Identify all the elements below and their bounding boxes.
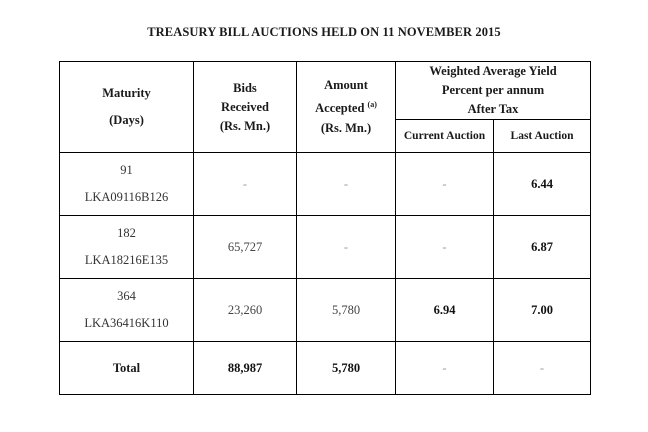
bids-header-line2: Received <box>221 99 269 114</box>
maturity-header-line1: Maturity <box>102 86 151 100</box>
maturity-cell <box>60 153 194 216</box>
total-row <box>60 342 591 395</box>
total-label: Total <box>60 342 194 395</box>
bill-code: LKA18216E135 <box>84 253 169 267</box>
bids-header-line3: (Rs. Mn.) <box>219 118 271 133</box>
last-yield-cell: 6.44 <box>494 153 591 216</box>
page-title: TREASURY BILL AUCTIONS HELD ON 11 NOVEMBER 2015 <box>147 25 501 39</box>
maturity-days: 364 <box>117 289 136 303</box>
last-auction-header: Last Auction <box>494 120 591 153</box>
maturity-cell <box>60 216 194 279</box>
last-yield-cell: 7.00 <box>494 279 591 342</box>
bids-header <box>194 62 297 153</box>
accepted-cell: - <box>297 216 396 279</box>
current-yield-cell: 6.94 <box>396 279 494 342</box>
yield-header-line1: Weighted Average Yield <box>429 64 557 78</box>
bids-cell: - <box>194 153 297 216</box>
bids-cell: 23,260 <box>194 279 297 342</box>
amount-header-line3: (Rs. Mn.) <box>320 120 372 135</box>
amount-header-line2: Accepted <box>315 101 365 116</box>
current-yield-cell: - <box>396 216 494 279</box>
current-auction-header: Current Auction <box>396 120 494 153</box>
yield-header-line3: After Tax <box>467 102 519 116</box>
yield-header <box>396 62 591 120</box>
amount-header-line1: Amount <box>324 78 368 93</box>
maturity-header-line2: (Days) <box>109 113 144 127</box>
table-row <box>60 153 591 216</box>
total-current-yield-cell: - <box>396 342 494 395</box>
amount-footnote-marker: (a) <box>367 100 377 110</box>
total-last-yield-cell: - <box>494 342 591 395</box>
maturity-header <box>60 62 194 153</box>
maturity-days: 182 <box>117 226 136 240</box>
last-yield-cell: 6.87 <box>494 216 591 279</box>
maturity-days: 91 <box>120 163 133 177</box>
auction-table <box>59 61 591 395</box>
amount-header <box>297 62 396 153</box>
total-bids-cell: 88,987 <box>194 342 297 395</box>
bill-code: LKA09116B126 <box>84 190 169 204</box>
bill-code: LKA36416K110 <box>84 316 169 330</box>
accepted-cell: - <box>297 153 396 216</box>
bids-header-line1: Bids <box>233 80 257 95</box>
bids-cell: 65,727 <box>194 216 297 279</box>
header-row <box>60 62 591 120</box>
table-row <box>60 279 591 342</box>
total-accepted-cell: 5,780 <box>297 342 396 395</box>
table-row <box>60 216 591 279</box>
maturity-cell <box>60 279 194 342</box>
current-yield-cell: - <box>396 153 494 216</box>
accepted-cell: 5,780 <box>297 279 396 342</box>
yield-header-line2: Percent per annum <box>441 83 545 97</box>
